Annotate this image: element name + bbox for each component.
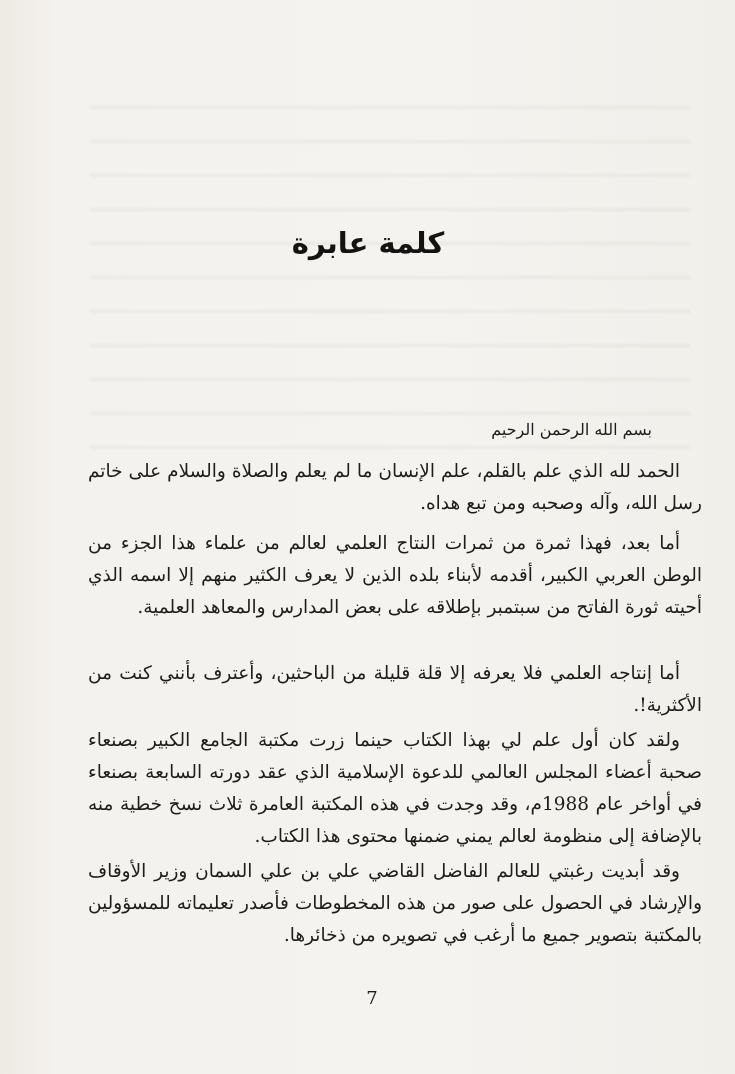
page-title: كلمة عابرة	[291, 226, 445, 260]
paragraph-5: وقد أبديت رغبتي للعالم الفاضل القاضي علي بن علي السمان وزير الأوقاف والإرشاد في الحصول على صور من هذه المخطوطات فأصدر تعليماته للمسؤولين بالمكتبة بتصوير جميع ما أرغب في تصويره من ذخائرها.	[88, 861, 702, 946]
paragraph-3: أما إنتاجه العلمي فلا يعرفه إلا قلة قليلة من الباحثين، وأعترف بأنني كنت من الأكثرية!.	[88, 663, 702, 716]
paragraph-2: أما بعد، فهذا ثمرة من ثمرات النتاج العلمي لعالم من علماء هذا الجزء من الوطن العربي الكبير، أقدمه لأبناء بلده الذين لا يعرف الكثير منهم إلا اسمه الذي أحيته ثورة الفاتح من سبتمبر بإطلاقه على بعض المدارس والمعاهد العلمية.	[88, 533, 702, 618]
page-number: 7	[366, 988, 378, 1009]
basmala-line: بسم الله الرحمن الرحيم	[491, 420, 652, 439]
paragraph-4: ولقد كان أول علم لي بهذا الكتاب حينما زرت مكتبة الجامع الكبير بصنعاء صحبة أعضاء المجلس العالمي للدعوة الإسلامية الذي عقد دورته السابعة بصنعاء في أواخر عام 1988م، وقد وجدت في هذه المكتبة العامرة ثلاث نسخ خطية منه بالإضافة إلى منظومة لعالم يمني ضمنها محتوى هذا الكتاب.	[88, 730, 702, 847]
paragraph-1: الحمد لله الذي علم بالقلم، علم الإنسان ما لم يعلم والصلاة والسلام على خاتم رسل الله، وآله وصحبه ومن تبع هداه.	[88, 461, 702, 514]
